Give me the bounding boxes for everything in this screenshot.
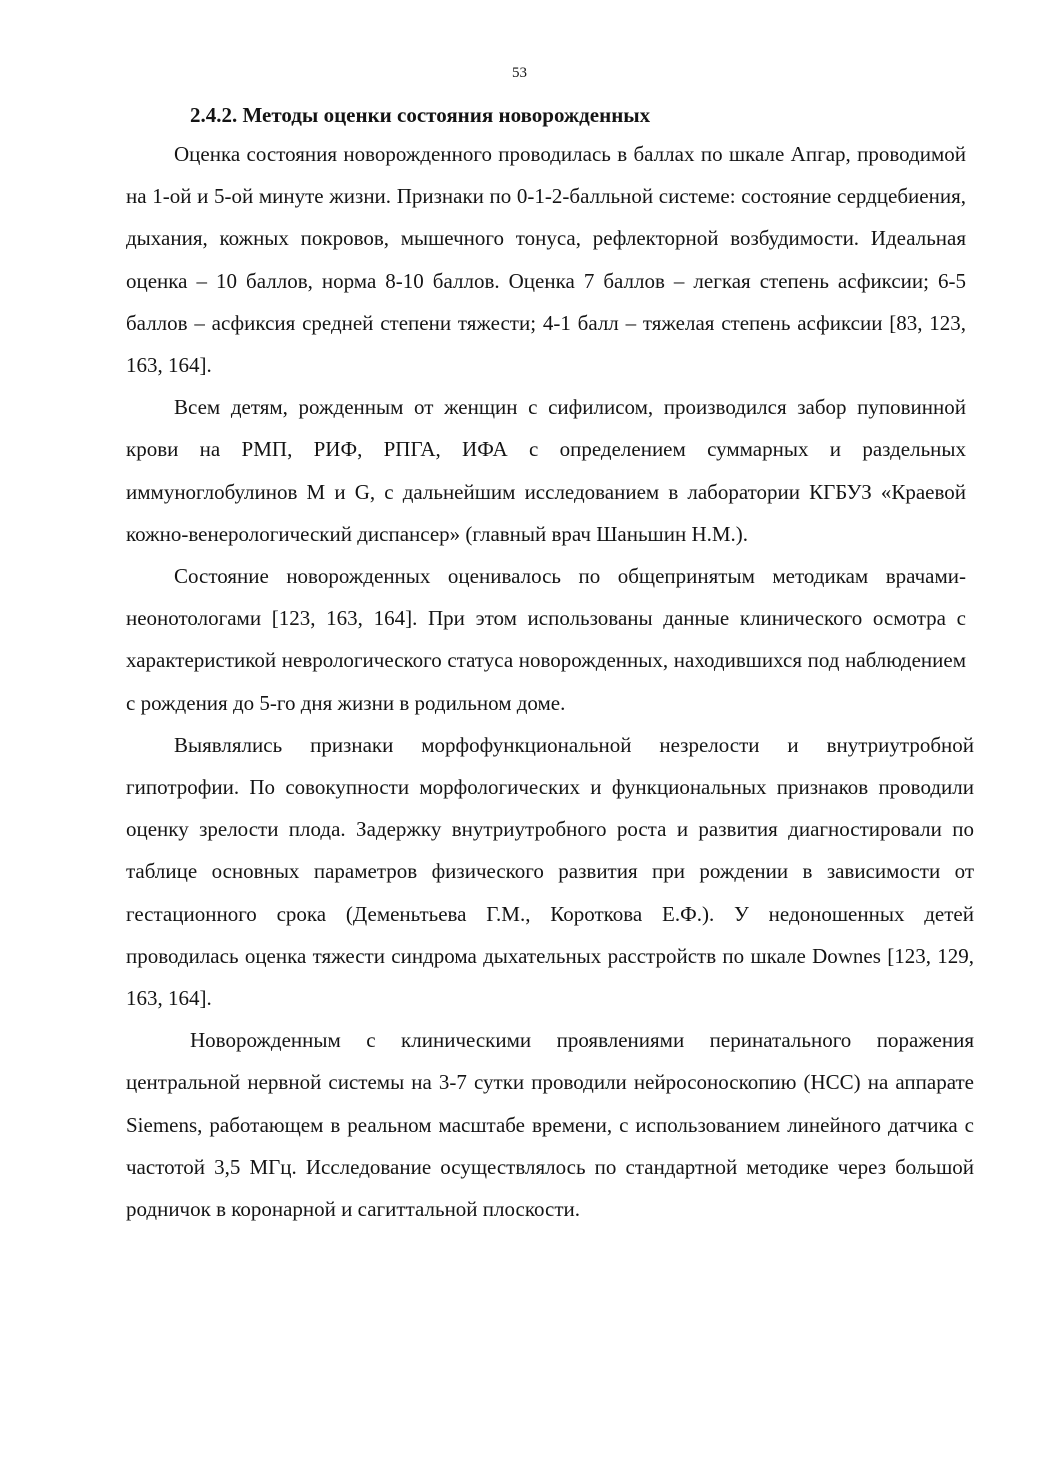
paragraph-neonatal-assessment: Состояние новорожденных оценивалось по общепринятым методикам врачами-неонотологами [123, 163, 164]. При этом использованы данные клинического осмотра с характеристикой неврологического статуса новорожденных, находившихся под наблюдением с рождения до 5-го дня жизни в родильном доме. [126,564,966,715]
paragraph-immaturity-signs: Выявлялись признаки морфофункциональной незрелости и внутриутробной гипотрофии. По совокупности морфологических и функциональных признаков проводили оценку зрелости плода. Задержку внутриутробного роста и развития диагностировали по таблице основных параметров физического развития при рождении в зависимости от гестационного срока (Деменьтьева Г.М., Короткова Е.Ф.). У недоношенных детей проводилась оценка тяжести синдрома дыхательных расстройств по шкале Downes [123, 129, 163, 164]. [126,732,974,1011]
page-number: 53 [512,65,527,81]
paragraph-neurosonoscopy: Новорожденным с клиническими проявлениями перинатального поражения центральной нервной системы на 3-7 сутки проводили нейросоноскопию (НСС) на аппарате Siemens, работающем в реальном масштабе времени, с использованием линейного датчика с частотой 3,5 МГц. Исследование осуществлялось по стандартной методике через большой родничок в коронарной и сагиттальной плоскости. [126,1028,974,1222]
section-heading: 2.4.2. Методы оценки состояния новорожденных [190,103,651,127]
document-body [126,98,974,1230]
paragraph-apgar-score: Оценка состояния новорожденного проводилась в баллах по шкале Апгар, проводимой на 1-ой и 5-ой минуте жизни. Признаки по 0-1-2-балльной системе: состояние сердцебиения, дыхания, кожных покровов, мышечного тонуса, рефлекторной возбудимости. Идеальная оценка – 10 баллов, норма 8-10 баллов. Оценка 7 баллов – легкая степень асфиксии; 6-5 баллов – асфиксия средней степени тяжести; 4-1 балл – тяжелая степень асфиксии [83, 123, 163, 164]. [126,142,966,378]
paragraph-cord-blood: Всем детям, рожденным от женщин с сифилисом, производился забор пуповинной крови на РМП, РИФ, РПГА, ИФА с определением суммарных и раздельных иммуноглобулинов М и G, с дальнейшим исследованием в лаборатории КГБУЗ «Краевой кожно-венерологический диспансер» (главный врач Шаньшин Н.М.). [126,395,966,546]
